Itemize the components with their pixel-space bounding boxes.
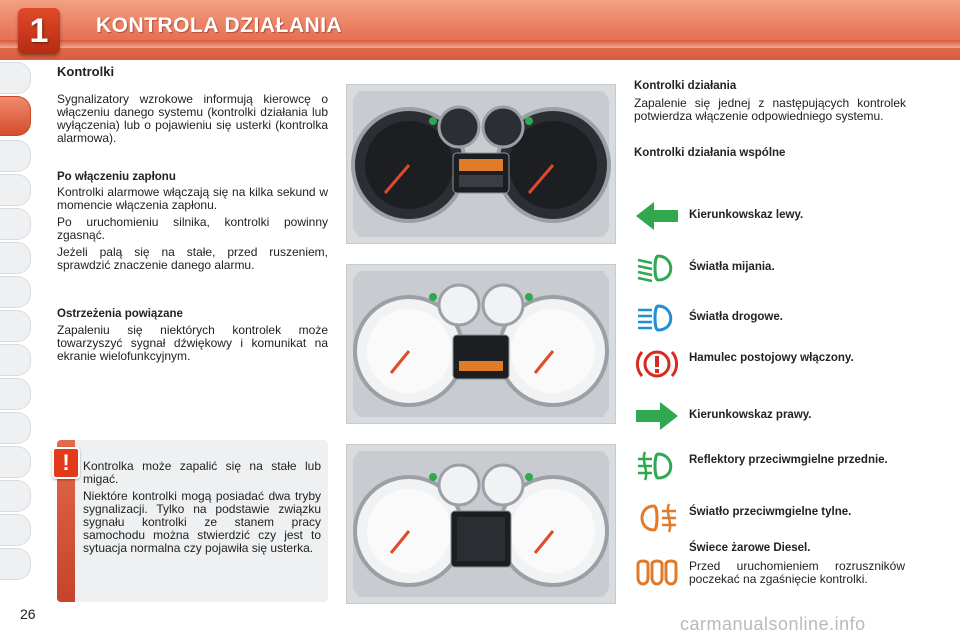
right-column <box>634 80 906 159</box>
chapter-title: KONTROLA DZIAŁANIA <box>96 14 343 37</box>
side-tab[interactable] <box>0 62 31 94</box>
instrument-cluster-panel-1 <box>346 84 616 244</box>
section-title: Kontrolki <box>57 64 115 79</box>
side-tab[interactable] <box>0 548 31 580</box>
lamp-label: Reflektory przeciwmgielne przednie. <box>689 454 888 466</box>
side-tab[interactable] <box>0 344 31 376</box>
ignition-paragraph-1: Kontrolki alarmowe włączają się na kilka sekund w momencie włączenia zapłonu. <box>57 185 328 212</box>
header-strip <box>0 40 960 48</box>
lamp-label: Hamulec postojowy włączony. <box>689 352 854 364</box>
operation-lamps-title: Kontrolki działania <box>634 80 737 92</box>
side-tabs <box>0 62 32 582</box>
lamp-label: Światła drogowe. <box>689 311 783 323</box>
side-tab[interactable] <box>0 174 31 206</box>
instrument-cluster-image <box>347 445 615 603</box>
side-tab[interactable] <box>0 140 31 172</box>
instrument-cluster-panel-2 <box>346 264 616 424</box>
chapter-number: 1 <box>29 12 49 50</box>
warnings-title: Ostrzeżenia powiązane <box>57 308 183 320</box>
exclamation-icon: ! <box>52 447 80 479</box>
page-number: 26 <box>20 606 36 622</box>
intro-paragraph: Sygnalizatory wzrokowe informują kierowcę o włączeniu danego systemu (kontrolki działania lub wyłączenia) lub o pojawieniu się usterki (kontrolka alarmowa). <box>57 92 328 145</box>
ignition-paragraph-3: Jeżeli palą się na stałe, przed ruszeniem, sprawdzić znaczenie danego alarmu. <box>57 245 328 272</box>
rear-fog-icon <box>634 500 680 536</box>
side-tab-active[interactable] <box>0 96 31 136</box>
instrument-cluster-image <box>347 265 615 423</box>
parking-brake-icon <box>634 346 680 382</box>
warning-text <box>83 460 321 555</box>
side-tab[interactable] <box>0 412 31 444</box>
ignition-paragraph-2: Po uruchomieniu silnika, kontrolki powinny zgasnąć. <box>57 215 328 242</box>
side-tab[interactable] <box>0 514 31 546</box>
side-tab[interactable] <box>0 480 31 512</box>
side-tab[interactable] <box>0 378 31 410</box>
arrow-left-icon <box>634 198 680 234</box>
main-beam-icon <box>634 300 680 336</box>
side-tab[interactable] <box>0 446 31 478</box>
side-tab[interactable] <box>0 276 31 308</box>
arrow-right-icon <box>634 398 680 434</box>
watermark: carmanualsonline.info <box>680 614 866 634</box>
lamp-label: Świece żarowe Diesel. <box>689 542 811 554</box>
glow-plug-note: Przed uruchomieniem rozruszników poczekać na zgaśnięcie kontrolki. <box>689 559 905 586</box>
side-tab[interactable] <box>0 208 31 240</box>
instrument-cluster-image <box>347 85 615 243</box>
operation-lamps-intro: Zapalenie się jednej z następujących kontrolek potwierdza włączenie odpowiedniego systemu. <box>634 96 906 123</box>
front-fog-icon <box>634 448 680 484</box>
lamp-label: Kierunkowskaz prawy. <box>689 409 812 421</box>
common-lamps-title: Kontrolki działania wspólne <box>634 147 786 159</box>
lamp-label: Kierunkowskaz lewy. <box>689 209 804 221</box>
ignition-title: Po włączeniu zapłonu <box>57 171 176 183</box>
instrument-cluster-panel-3 <box>346 444 616 604</box>
warning-paragraph-1: Kontrolka może zapalić się na stałe lub migać. <box>83 459 321 486</box>
glow-plug-icon <box>634 556 680 592</box>
left-column <box>57 60 328 363</box>
side-tab[interactable] <box>0 242 31 274</box>
lamp-label: Światło przeciwmgielne tylne. <box>689 506 852 518</box>
side-tab[interactable] <box>0 310 31 342</box>
warning-paragraph-2: Niektóre kontrolki mogą posiadać dwa tryby sygnalizacji. Tylko na podstawie związku sygnału kontrolki ze stanem pracy samochodu można stwierdzić czy jest to sytuacja normalna czy pojawiła się usterka. <box>83 489 321 555</box>
dipped-beam-icon <box>634 250 680 286</box>
lamp-label: Światła mijania. <box>689 261 775 273</box>
warnings-paragraph: Zapaleniu się niektórych kontrolek może towarzyszyć sygnał dźwiękowy i komunikat na ekranie wielofunkcyjnym. <box>57 323 328 363</box>
